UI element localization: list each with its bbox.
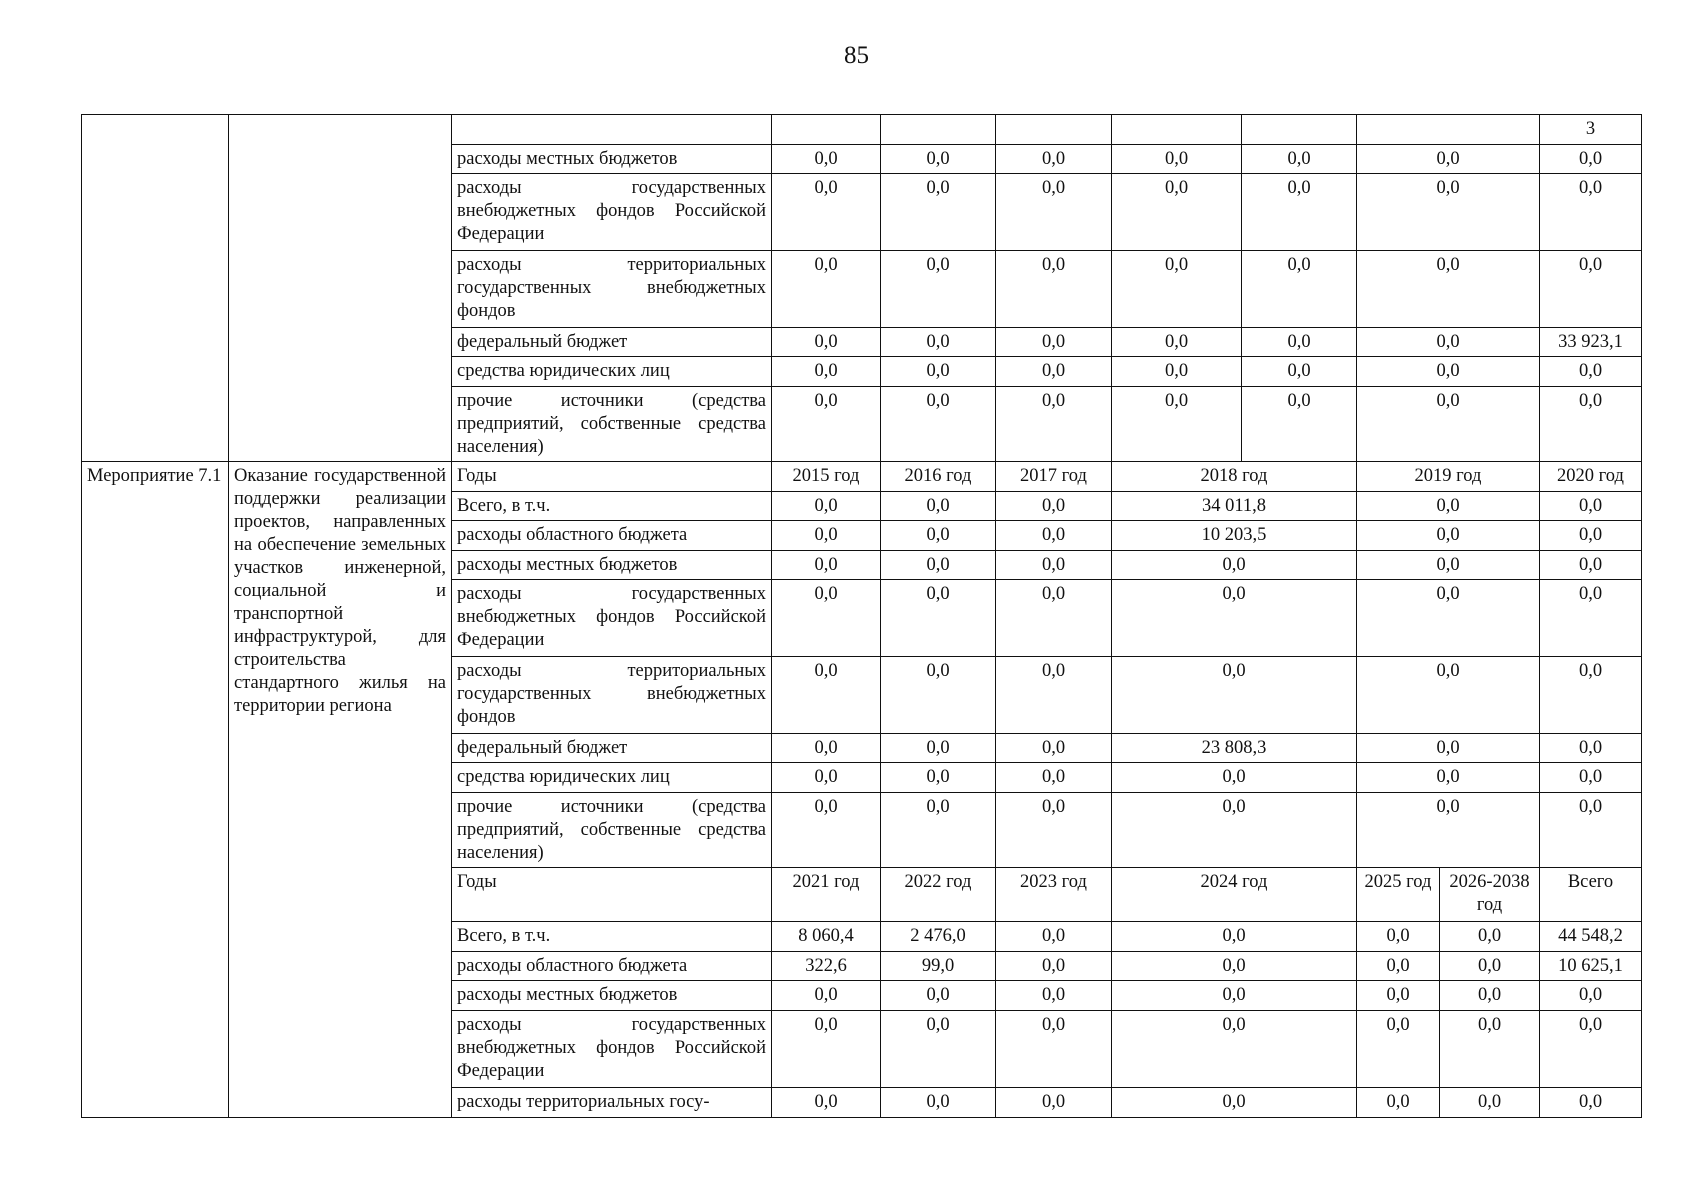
value-cell: 0,0 — [1357, 251, 1540, 328]
value-cell: 0,0 — [1540, 763, 1642, 793]
value-cell: 0,0 — [1540, 580, 1642, 657]
value-cell: 10 203,5 — [1112, 521, 1357, 551]
row-label: прочие источники (средства предприятий, собственные средства населения) — [452, 387, 772, 462]
year-header: 2021 год — [772, 868, 881, 922]
value-cell: 0,0 — [1540, 734, 1642, 763]
value-cell: 0,0 — [996, 952, 1112, 981]
value-cell: 0,0 — [772, 734, 881, 763]
value-cell: 0,0 — [772, 174, 881, 251]
header-cell-empty — [1357, 115, 1540, 145]
value-cell: 10 625,1 — [1540, 952, 1642, 981]
year-header: 2020 год — [1540, 462, 1642, 492]
row-label: расходы территориальных государственных внебюджетных фондов — [452, 657, 772, 734]
year-header: 2026-2038 год — [1440, 868, 1540, 922]
row-label: прочие источники (средства предприятий, собственные средства населения) — [452, 793, 772, 868]
label-cell — [452, 115, 772, 145]
row-label: федеральный бюджет — [452, 734, 772, 763]
row-label: расходы территориальных госу- — [452, 1088, 772, 1118]
year-header: 2015 год — [772, 462, 881, 492]
year-header: 2017 год — [996, 462, 1112, 492]
event-name: Мероприятие 7.1 — [82, 462, 229, 1118]
table-row — [82, 462, 1642, 492]
value-cell: 0,0 — [772, 357, 881, 387]
year-header: 2019 год — [1357, 462, 1540, 492]
value-cell: 0,0 — [1357, 763, 1540, 793]
value-cell: 0,0 — [881, 580, 996, 657]
value-cell: 0,0 — [1540, 981, 1642, 1011]
value-cell: 34 011,8 — [1112, 492, 1357, 521]
value-cell: 0,0 — [881, 492, 996, 521]
value-cell: 0,0 — [1242, 145, 1357, 174]
value-cell: 0,0 — [996, 922, 1112, 952]
value-cell: 0,0 — [772, 1011, 881, 1088]
year-header: 2024 год — [1112, 868, 1357, 922]
value-cell: 0,0 — [1357, 793, 1540, 868]
value-cell: 0,0 — [1357, 1011, 1440, 1088]
header-cell: 3 — [1540, 115, 1642, 145]
value-cell: 0,0 — [772, 763, 881, 793]
value-cell: 0,0 — [1357, 492, 1540, 521]
value-cell: 0,0 — [996, 981, 1112, 1011]
value-cell: 0,0 — [996, 793, 1112, 868]
year-header: 2018 год — [1112, 462, 1357, 492]
row-label: расходы местных бюджетов — [452, 145, 772, 174]
value-cell: 0,0 — [996, 1088, 1112, 1118]
value-cell: 0,0 — [996, 357, 1112, 387]
value-cell: 0,0 — [1357, 734, 1540, 763]
value-cell: 0,0 — [1357, 328, 1540, 357]
row-label: расходы местных бюджетов — [452, 551, 772, 580]
value-cell: 0,0 — [772, 521, 881, 551]
value-cell: 0,0 — [1540, 145, 1642, 174]
value-cell: 0,0 — [1112, 145, 1242, 174]
year-header: Всего — [1540, 868, 1642, 922]
value-cell: 0,0 — [1112, 657, 1357, 734]
years-label: Годы — [452, 868, 772, 922]
value-cell: 0,0 — [1242, 387, 1357, 462]
value-cell: 0,0 — [881, 174, 996, 251]
value-cell: 0,0 — [772, 580, 881, 657]
value-cell: 0,0 — [1112, 922, 1357, 952]
value-cell: 0,0 — [881, 657, 996, 734]
value-cell: 0,0 — [1242, 251, 1357, 328]
budget-table — [81, 114, 1642, 1118]
row-label: расходы местных бюджетов — [452, 981, 772, 1011]
value-cell: 0,0 — [1112, 763, 1357, 793]
value-cell: 99,0 — [881, 952, 996, 981]
value-cell: 0,0 — [996, 521, 1112, 551]
value-cell: 0,0 — [1540, 1011, 1642, 1088]
value-cell: 0,0 — [881, 145, 996, 174]
value-cell: 0,0 — [1112, 251, 1242, 328]
value-cell: 0,0 — [1242, 328, 1357, 357]
value-cell: 0,0 — [1357, 952, 1440, 981]
value-cell: 0,0 — [1357, 922, 1440, 952]
value-cell: 0,0 — [1112, 174, 1242, 251]
value-cell: 0,0 — [1357, 657, 1540, 734]
value-cell: 0,0 — [1440, 1011, 1540, 1088]
table-row — [82, 115, 1642, 145]
value-cell: 0,0 — [881, 328, 996, 357]
row-label: средства юридических лиц — [452, 357, 772, 387]
value-cell: 0,0 — [996, 328, 1112, 357]
value-cell: 0,0 — [996, 657, 1112, 734]
value-cell: 0,0 — [996, 1011, 1112, 1088]
value-cell: 0,0 — [1357, 981, 1440, 1011]
value-cell: 0,0 — [772, 551, 881, 580]
value-cell: 0,0 — [1357, 357, 1540, 387]
page-number: 85 — [844, 42, 869, 69]
value-cell: 0,0 — [1540, 251, 1642, 328]
value-cell: 0,0 — [881, 793, 996, 868]
value-cell: 0,0 — [772, 387, 881, 462]
value-cell: 0,0 — [1540, 551, 1642, 580]
value-cell: 0,0 — [881, 763, 996, 793]
value-cell: 0,0 — [772, 1088, 881, 1118]
header-cell-empty — [881, 115, 996, 145]
value-cell: 0,0 — [1357, 1088, 1440, 1118]
row-label: расходы государственных внебюджетных фондов Российской Федерации — [452, 1011, 772, 1088]
value-cell: 8 060,4 — [772, 922, 881, 952]
value-cell: 0,0 — [1440, 922, 1540, 952]
value-cell: 0,0 — [1540, 1088, 1642, 1118]
value-cell: 0,0 — [996, 734, 1112, 763]
value-cell: 0,0 — [1540, 657, 1642, 734]
row-label: расходы областного бюджета — [452, 952, 772, 981]
value-cell: 0,0 — [772, 793, 881, 868]
value-cell: 0,0 — [1357, 551, 1540, 580]
value-cell: 0,0 — [1112, 793, 1357, 868]
value-cell: 322,6 — [772, 952, 881, 981]
value-cell: 0,0 — [1540, 492, 1642, 521]
value-cell: 0,0 — [1112, 1011, 1357, 1088]
value-cell: 0,0 — [996, 145, 1112, 174]
value-cell: 0,0 — [1440, 1088, 1540, 1118]
header-cell-empty — [1242, 115, 1357, 145]
value-cell: 0,0 — [1540, 521, 1642, 551]
value-cell: 0,0 — [1112, 328, 1242, 357]
value-cell: 33 923,1 — [1540, 328, 1642, 357]
value-cell: 0,0 — [996, 580, 1112, 657]
value-cell: 0,0 — [772, 251, 881, 328]
value-cell: 0,0 — [1540, 793, 1642, 868]
year-header: 2023 год — [996, 868, 1112, 922]
value-cell: 0,0 — [1112, 1088, 1357, 1118]
value-cell: 0,0 — [881, 387, 996, 462]
header-cell-empty — [1112, 115, 1242, 145]
value-cell: 0,0 — [772, 981, 881, 1011]
value-cell: 0,0 — [1112, 952, 1357, 981]
event-description: Оказание государственной поддержки реализации проектов, направленных на обеспечение земельных участков инженерной, социальной и транспортной инфраструктурой, для строительства стандартного жилья на территории региона — [229, 462, 452, 1118]
header-cell-empty — [996, 115, 1112, 145]
value-cell: 0,0 — [772, 145, 881, 174]
value-cell: 0,0 — [1540, 387, 1642, 462]
value-cell: 0,0 — [881, 521, 996, 551]
value-cell: 0,0 — [1357, 580, 1540, 657]
row-label: расходы территориальных государственных внебюджетных фондов — [452, 251, 772, 328]
value-cell: 44 548,2 — [1540, 922, 1642, 952]
value-cell: 0,0 — [1112, 387, 1242, 462]
year-header: 2025 год — [1357, 868, 1440, 922]
budget-table-body — [82, 115, 1642, 1118]
value-cell: 23 808,3 — [1112, 734, 1357, 763]
value-cell: 0,0 — [1112, 551, 1357, 580]
value-cell: 0,0 — [772, 657, 881, 734]
row-label: расходы государственных внебюджетных фондов Российской Федерации — [452, 174, 772, 251]
value-cell: 0,0 — [1112, 981, 1357, 1011]
row-label: федеральный бюджет — [452, 328, 772, 357]
value-cell: 0,0 — [1440, 952, 1540, 981]
value-cell: 0,0 — [1357, 174, 1540, 251]
value-cell: 0,0 — [1540, 357, 1642, 387]
value-cell: 0,0 — [996, 551, 1112, 580]
value-cell: 0,0 — [1112, 357, 1242, 387]
row-label: средства юридических лиц — [452, 763, 772, 793]
row-label: Всего, в т.ч. — [452, 922, 772, 952]
value-cell: 0,0 — [772, 328, 881, 357]
value-cell: 0,0 — [881, 357, 996, 387]
years-label: Годы — [452, 462, 772, 492]
row-label: расходы государственных внебюджетных фондов Российской Федерации — [452, 580, 772, 657]
value-cell: 0,0 — [881, 251, 996, 328]
value-cell: 0,0 — [1357, 145, 1540, 174]
value-cell: 0,0 — [996, 174, 1112, 251]
value-cell: 0,0 — [772, 492, 881, 521]
value-cell: 0,0 — [1357, 387, 1540, 462]
year-header: 2016 год — [881, 462, 996, 492]
value-cell: 2 476,0 — [881, 922, 996, 952]
value-cell: 0,0 — [881, 551, 996, 580]
header-cell-empty — [772, 115, 881, 145]
value-cell: 0,0 — [881, 1011, 996, 1088]
value-cell: 0,0 — [1540, 174, 1642, 251]
event-cell-empty — [82, 115, 229, 462]
value-cell: 0,0 — [996, 763, 1112, 793]
row-label: Всего, в т.ч. — [452, 492, 772, 521]
value-cell: 0,0 — [996, 251, 1112, 328]
value-cell: 0,0 — [996, 492, 1112, 521]
value-cell: 0,0 — [1242, 174, 1357, 251]
value-cell: 0,0 — [1242, 357, 1357, 387]
description-cell-empty — [229, 115, 452, 462]
value-cell: 0,0 — [881, 734, 996, 763]
value-cell: 0,0 — [996, 387, 1112, 462]
value-cell: 0,0 — [1357, 521, 1540, 551]
value-cell: 0,0 — [1112, 580, 1357, 657]
value-cell: 0,0 — [881, 1088, 996, 1118]
year-header: 2022 год — [881, 868, 996, 922]
row-label: расходы областного бюджета — [452, 521, 772, 551]
value-cell: 0,0 — [1440, 981, 1540, 1011]
value-cell: 0,0 — [881, 981, 996, 1011]
